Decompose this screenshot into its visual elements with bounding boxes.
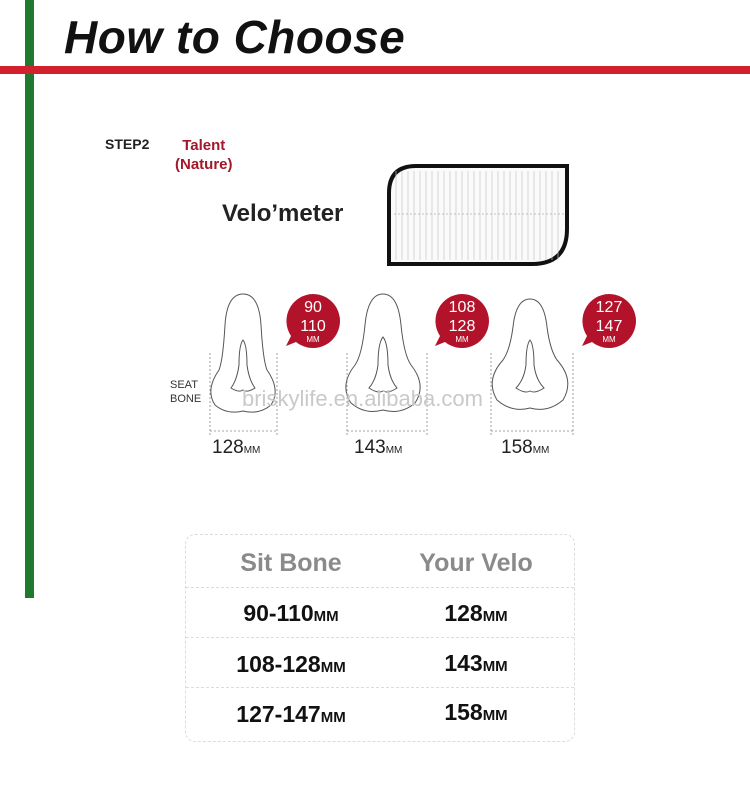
size-table — [185, 534, 575, 742]
velo-value: 128 — [444, 600, 483, 626]
seat-label-line-2: BONE — [170, 393, 202, 405]
green-accent-bar — [25, 0, 34, 598]
saddle-width-unit: MM — [243, 445, 261, 456]
page-title: How to Choose — [64, 11, 406, 63]
talent-line-2: (Nature) — [175, 156, 233, 173]
bubble-range-high: 147 — [595, 318, 623, 335]
sit-bone-unit: MM — [313, 608, 339, 625]
talent-label — [175, 136, 233, 174]
sit-bone-cell — [186, 701, 396, 728]
bubble-unit: MM — [455, 335, 469, 344]
seat-bone-label — [170, 378, 201, 406]
table-header-row — [186, 535, 574, 588]
seat-label-line-1: SEAT — [170, 379, 198, 391]
bubble-unit: MM — [306, 335, 320, 344]
bubble-range-high: 110 — [300, 318, 326, 335]
velo-unit: MM — [482, 707, 508, 724]
velo-cell — [376, 699, 576, 726]
saddle-diagram — [165, 285, 585, 445]
sit-bone-bubble-3 — [580, 292, 638, 350]
sit-bone-cell — [186, 651, 396, 678]
saddle-width-unit: MM — [532, 445, 550, 456]
header-sit-bone: Sit Bone — [240, 549, 342, 577]
bubble-range-low: 127 — [595, 299, 623, 316]
sit-bone-cell — [186, 600, 396, 627]
red-divider-line — [0, 66, 750, 74]
velo-value: 143 — [444, 650, 483, 676]
table-row — [186, 687, 574, 739]
saddle-width-2 — [354, 437, 402, 459]
sit-bone-value: 108-128 — [236, 651, 321, 677]
saddle-width-unit: MM — [385, 445, 403, 456]
bubble-range-low: 108 — [448, 299, 476, 316]
velo-value: 158 — [444, 699, 483, 725]
sit-bone-value: 127-147 — [236, 701, 321, 727]
sit-bone-unit: MM — [320, 659, 346, 676]
sit-bone-bubble-2 — [433, 292, 491, 350]
table-row — [186, 587, 574, 638]
sit-bone-bubble-1 — [284, 292, 342, 350]
velometer-label: Velo’meter — [222, 200, 344, 227]
velo-unit: MM — [482, 658, 508, 675]
saddle-width-value: 128 — [212, 437, 244, 458]
header-your-velo: Your Velo — [419, 549, 533, 577]
bubble-unit: MM — [602, 335, 616, 344]
velo-cell — [376, 650, 576, 677]
velo-unit: MM — [482, 608, 508, 625]
sit-bone-unit: MM — [320, 709, 346, 726]
saddle-width-value: 143 — [354, 437, 386, 458]
sit-bone-value: 90-110 — [243, 600, 314, 626]
talent-line-1: Talent — [182, 137, 226, 154]
velo-cell — [376, 600, 576, 627]
saddle-width-1 — [212, 437, 260, 459]
saddle-width-3 — [501, 437, 549, 459]
bubble-range-low: 90 — [304, 299, 322, 316]
table-row — [186, 637, 574, 688]
step-label: STEP2 — [105, 136, 150, 152]
bubble-range-high: 128 — [448, 318, 476, 335]
velometer-icon — [386, 163, 572, 267]
watermark-text: brisky​life.en.alibaba.com — [242, 386, 483, 411]
saddle-width-value: 158 — [501, 437, 533, 458]
